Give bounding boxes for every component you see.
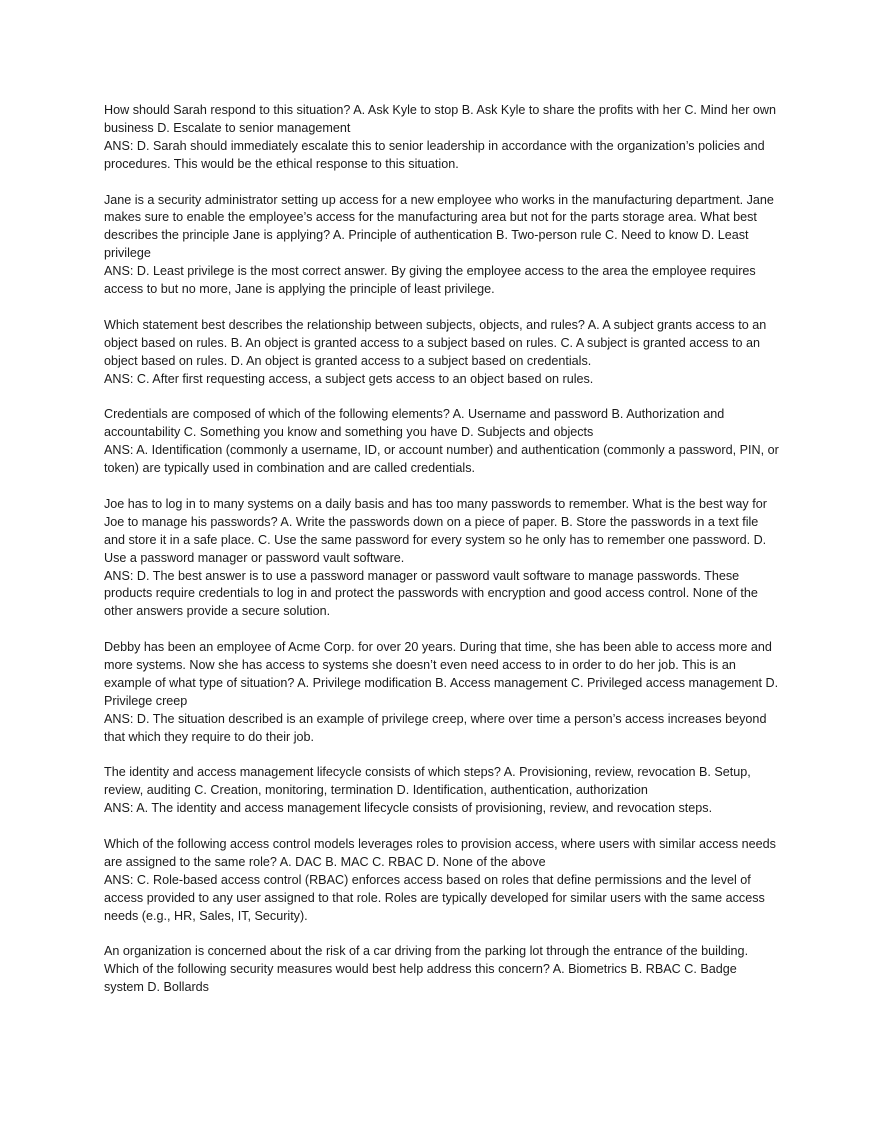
question-text: How should Sarah respond to this situation? A. Ask Kyle to stop B. Ask Kyle to share the profits with her C. Mind her own business D. Escalate to senior management	[104, 103, 777, 135]
qa-block	[104, 317, 780, 389]
qa-block	[104, 943, 780, 997]
question-text: Joe has to log in to many systems on a daily basis and has too many passwords to remember. What is the best way for Joe to manage his passwords? A. Write the passwords down on a piece of paper. B. Store the passwords in a text file and store it in a safe place. C. Use the same password for every system so he only has to remember one password. D. Use a password manager or password vault software.	[104, 496, 767, 565]
answer-text: ANS: D. Sarah should immediately escalate this to senior leadership in accordance with the organization’s policies and procedures. This would be the ethical response to this situation.	[104, 138, 765, 171]
answer-text: ANS: D. The situation described is an example of privilege creep, where over time a person’s access increases beyond that which they require to do their job.	[104, 711, 767, 744]
document-body	[104, 102, 780, 1015]
qa-block	[104, 836, 780, 926]
qa-block	[104, 192, 780, 299]
answer-text: ANS: A. The identity and access management lifecycle consists of provisioning, review, and revocation steps.	[104, 801, 713, 816]
qa-block	[104, 496, 780, 621]
question-text: The identity and access management lifecycle consists of which steps? A. Provisioning, review, revocation B. Setup, review, auditing C. Creation, monitoring, termination D. Identification, authentication, authorization	[104, 765, 751, 798]
answer-text: ANS: A. Identification (commonly a username, ID, or account number) and authentication (commonly a password, PIN, or token) are typically used in combination and are called credentials.	[104, 443, 779, 476]
answer-text: ANS: D. The best answer is to use a password manager or password vault software to manage passwords. These products require credentials to log in and protect the passwords with encryption and good access control. None of the other answers provide a secure solution.	[104, 568, 758, 619]
question-text: Which statement best describes the relationship between subjects, objects, and rules? A. A subject grants access to an object based on rules. B. An object is granted access to a subject based on rules. C. A subject is granted access to an object based on rules. D. An object is granted access to a subject based on credentials.	[104, 317, 767, 368]
qa-block	[104, 102, 780, 174]
answer-text: ANS: C. After first requesting access, a subject gets access to an object based on rules.	[104, 371, 594, 386]
question-text: Debby has been an employee of Acme Corp. for over 20 years. During that time, she has been able to access more and more systems. Now she has access to systems she doesn’t even need access to in order to do her job. This is an example of what type of situation? A. Privilege modification B. Access management C. Privileged access management D. Privilege creep	[104, 640, 779, 708]
answer-text: ANS: D. Least privilege is the most correct answer. By giving the employee access to the area the employee requires access to but no more, Jane is applying the principle of least privilege.	[104, 264, 756, 297]
question-text: An organization is concerned about the risk of a car driving from the parking lot through the entrance of the building. Which of the following security measures would best help address this concern? A. Biometrics B. RBAC C. Badge system D. Bollards	[104, 944, 749, 995]
answer-text: ANS: C. Role-based access control (RBAC) enforces access based on roles that define permissions and the level of access provided to any user assigned to that role. Roles are typically developed for similar users with the same access needs (e.g., HR, Sales, IT, Security).	[104, 872, 765, 923]
qa-block	[104, 639, 780, 746]
question-text: Jane is a security administrator setting up access for a new employee who works in the manufacturing department. Jane makes sure to enable the employee’s access for the manufacturing area but not for the parts storage area. What best describes the principle Jane is applying? A. Principle of authentication B. Two-person rule C. Need to know D. Least privilege	[104, 192, 774, 261]
qa-block	[104, 764, 780, 818]
question-text: Which of the following access control models leverages roles to provision access, where users with similar access needs are assigned to the same role? A. DAC B. MAC C. RBAC D. None of the above	[104, 837, 776, 869]
question-text: Credentials are composed of which of the following elements? A. Username and password B. Authorization and accountability C. Something you know and something you have D. Subjects and objects	[104, 407, 725, 440]
qa-block	[104, 406, 780, 478]
